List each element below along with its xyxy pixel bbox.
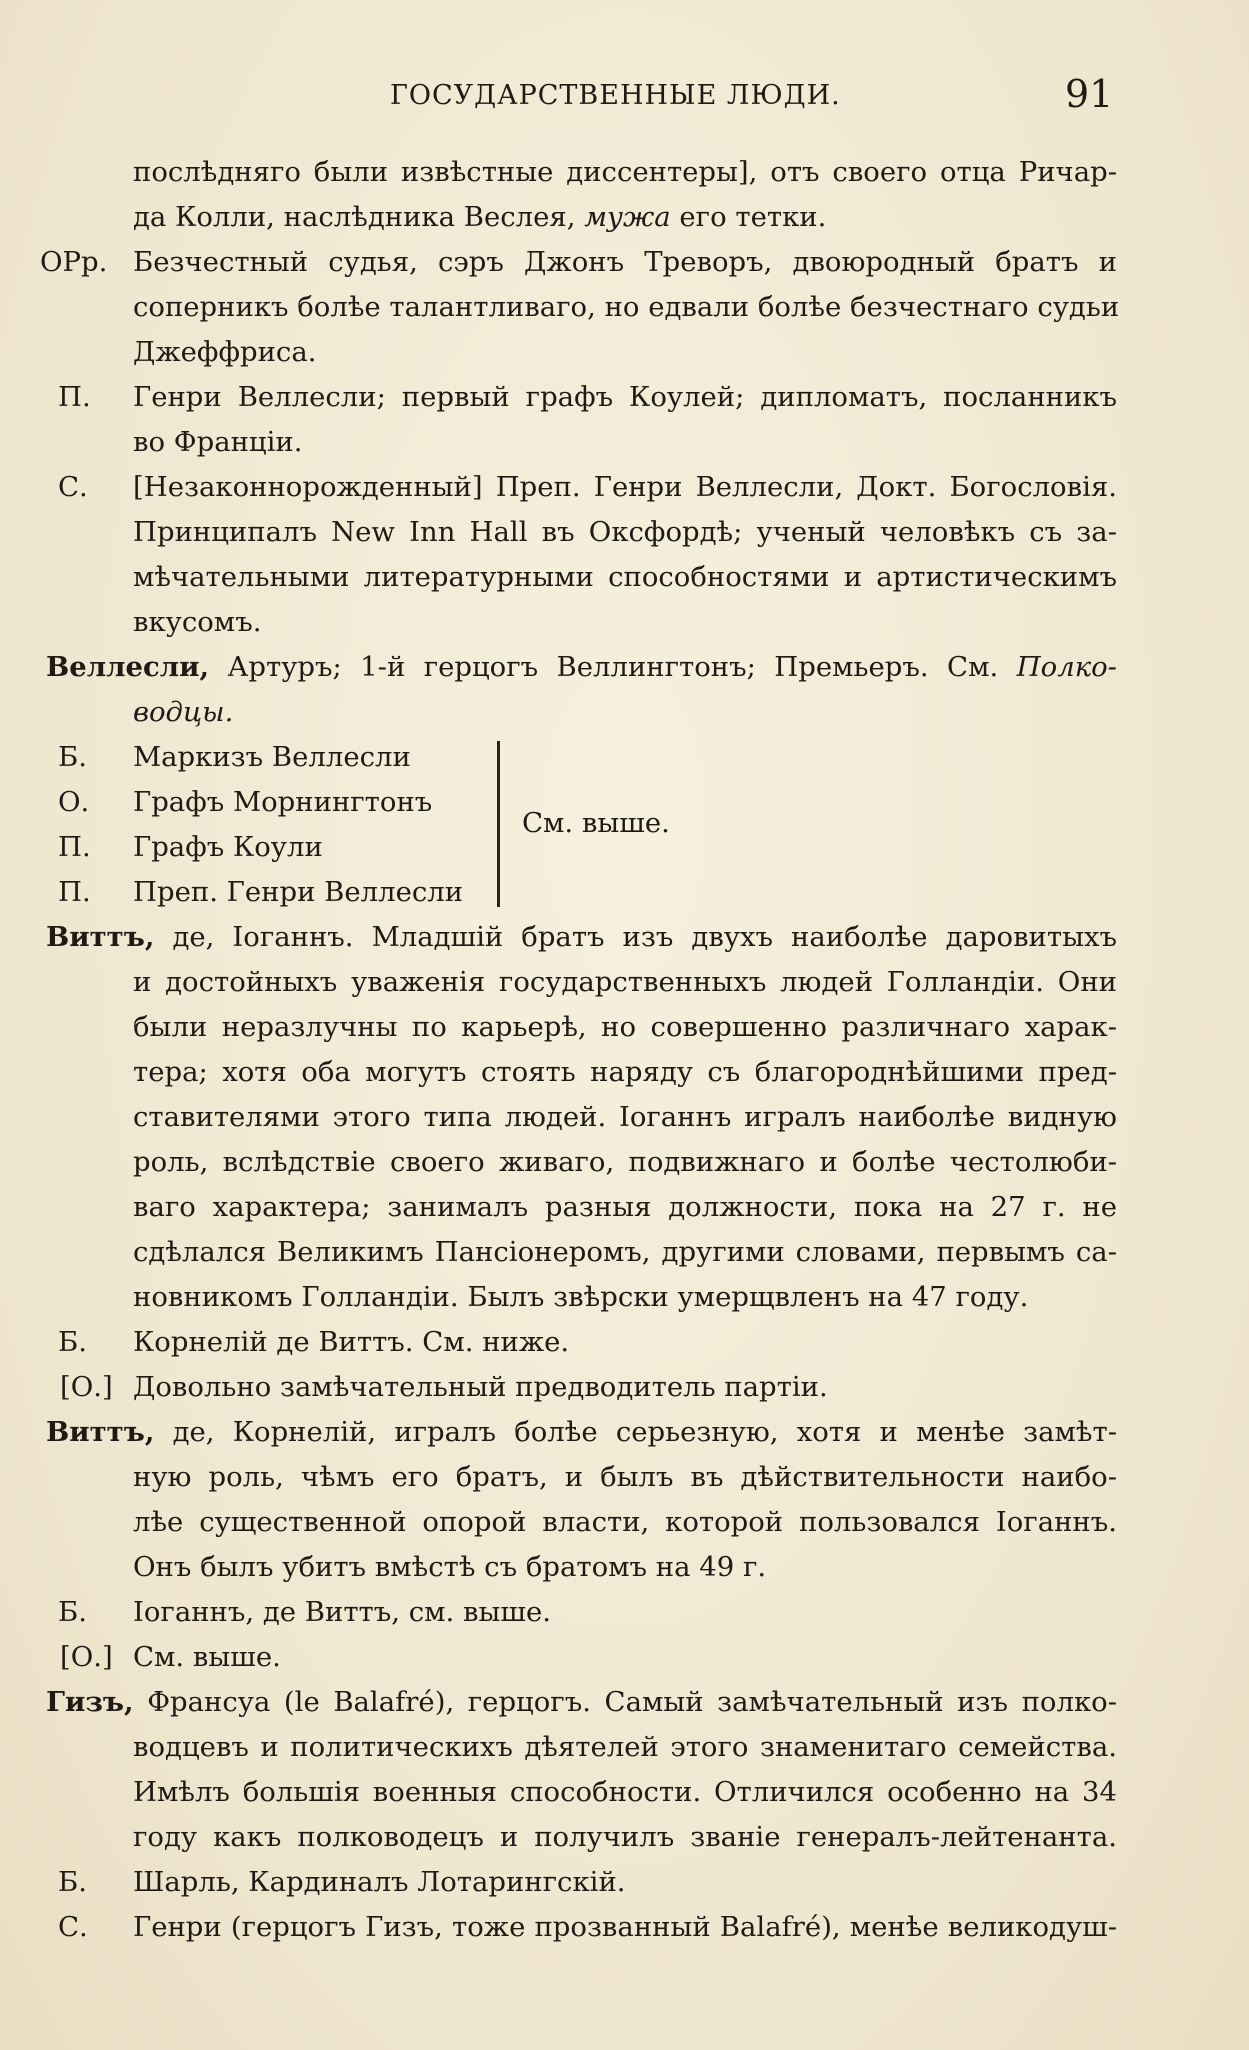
- text-line-content: новникомъ Голландіи. Былъ звѣрски умерщвленъ на 47 году.: [133, 1281, 1029, 1313]
- page-header: [0, 72, 1249, 122]
- relative-name: Графъ Коули: [133, 831, 323, 863]
- entry-witt: [0, 915, 1249, 960]
- group-note: См. выше.: [522, 807, 670, 839]
- text-line-content: послѣдняго были извѣстные диссентеры], отъ своего отца Ричар-: [133, 156, 1117, 188]
- italic-word: мужа: [584, 201, 671, 233]
- entry-tag: Б.: [58, 741, 87, 773]
- text-line: [0, 1185, 1249, 1230]
- cross-reference: Полко-: [1016, 651, 1117, 683]
- entry-tag: С.: [58, 471, 88, 503]
- entry-tag: П.: [58, 831, 91, 863]
- text-line-content: Джеффриса.: [133, 336, 317, 368]
- text-line-content: Генри (герцогъ Гизъ, тоже прозванный Balafré), менѣе великодуш-: [133, 1911, 1117, 1943]
- text-line-content: Довольно замѣчательный предводитель партіи.: [133, 1371, 828, 1403]
- text-fragment: де, Іоганнъ. Младшій братъ изъ двухъ наиболѣе даровитыхъ: [172, 921, 1117, 953]
- text-line-content: соперникъ болѣе талантливаго, но едвали болѣе безчестнаго судьи: [133, 291, 1120, 323]
- text-line-content: Онъ былъ убитъ вмѣстѣ съ братомъ на 49 г.: [133, 1551, 767, 1583]
- text-line: [0, 555, 1249, 600]
- entry-tag: П.: [58, 876, 91, 908]
- text-line: [0, 1230, 1249, 1275]
- text-fragment: Франсуа (le Balafré), герцогъ. Самый замѣчательный изъ полко-: [147, 1686, 1117, 1718]
- entry-heading: Гизъ,: [46, 1686, 134, 1718]
- text-line-content: были неразлучны по карьерѣ, но совершенно различнаго харак-: [133, 1011, 1117, 1043]
- text-line-content: [46, 915, 1117, 960]
- relative-name: Преп. Генри Веллесли: [133, 876, 464, 908]
- text-line: [0, 1770, 1249, 1815]
- text-fragment: его тетки.: [679, 201, 827, 233]
- text-line: [0, 1275, 1249, 1320]
- text-line: [0, 330, 1249, 375]
- relative-item: [0, 1905, 1249, 1950]
- entry-c: [0, 465, 1249, 510]
- text-line: [0, 195, 1249, 240]
- text-line-content: Іоганнъ, де Виттъ, см. выше.: [133, 1596, 551, 1628]
- running-head: ГОСУДАРСТВЕННЫЕ ЛЮДИ.: [390, 80, 841, 111]
- text-line-content: [46, 1680, 1117, 1725]
- text-line-content: роль, вслѣдствіе своего живаго, подвижнаго и болѣе честолюби-: [133, 1146, 1117, 1178]
- entry-tag: Б.: [58, 1326, 87, 1358]
- text-line: [0, 150, 1249, 195]
- entry-tag: О.: [58, 786, 90, 818]
- text-line-content: [133, 195, 1117, 240]
- text-line-content: во Франціи.: [133, 426, 303, 458]
- text-line-content: [Незаконнорожденный] Преп. Генри Веллесли, Докт. Богословія.: [133, 471, 1117, 503]
- relative-item: [0, 1590, 1249, 1635]
- text-line: [0, 690, 1249, 735]
- text-line-content: [46, 645, 1117, 690]
- page-number: 91: [1065, 72, 1114, 116]
- text-line-content: Шарль, Кардиналъ Лотарингскій.: [133, 1866, 626, 1898]
- text-line-content: ставителями этого типа людей. Іоганнъ игралъ наиболѣе видную: [133, 1101, 1117, 1133]
- relatives-group: [0, 735, 1249, 915]
- entry-tag: С.: [58, 1911, 88, 1943]
- text-line-content: ную роль, чѣмъ его братъ, и былъ въ дѣйствительности наибо-: [133, 1461, 1117, 1493]
- relative-item: [0, 870, 1249, 915]
- relative-name: Маркизъ Веллесли: [133, 741, 411, 773]
- text-line: [0, 960, 1249, 1005]
- relative-item: [0, 1320, 1249, 1365]
- relative-item: [0, 1365, 1249, 1410]
- entry-heading: Виттъ,: [46, 1416, 155, 1448]
- text-line-content: Имѣлъ большія военныя способности. Отличился особенно на 34: [133, 1776, 1117, 1808]
- text-line-content: лѣе существенной опорой власти, которой пользовался Іоганнъ.: [133, 1506, 1117, 1538]
- entry-guise: [0, 1680, 1249, 1725]
- entry-tag: Б.: [58, 1866, 87, 1898]
- text-line: [0, 1725, 1249, 1770]
- text-line: [0, 420, 1249, 465]
- text-line-content: [46, 1410, 1117, 1455]
- text-line-content: водцевъ и политическихъ дѣятелей этого знаменитаго семейства.: [133, 1731, 1117, 1763]
- text-line-content: Корнелій де Виттъ. См. ниже.: [133, 1326, 570, 1358]
- text-line: [0, 1050, 1249, 1095]
- text-line-content: См. выше.: [133, 1641, 281, 1673]
- relative-name: Графъ Морнингтонъ: [133, 786, 433, 818]
- text-line: [0, 1005, 1249, 1050]
- entry-wellesley: [0, 645, 1249, 690]
- text-line: [0, 1140, 1249, 1185]
- entry-tag: [О.]: [60, 1641, 113, 1673]
- text-line-content: вкусомъ.: [133, 606, 262, 638]
- relative-item: [0, 1635, 1249, 1680]
- text-fragment: да Колли, наслѣдника Веслея,: [133, 201, 576, 233]
- text-line: [0, 1095, 1249, 1140]
- text-line-content: году какъ полководецъ и получилъ званіе генералъ-лейтенанта.: [133, 1821, 1117, 1853]
- text-fragment: Артуръ; 1-й герцогъ Веллингтонъ; Премьеръ. См.: [227, 651, 999, 683]
- entry-heading: Веллесли,: [46, 651, 210, 683]
- entry-tag: [О.]: [60, 1371, 113, 1403]
- entry-witt-cornelius: [0, 1410, 1249, 1455]
- text-line-content: мѣчательными литературными способностями и артистическимъ: [133, 561, 1117, 593]
- text-line: [0, 510, 1249, 555]
- text-line-content: Принципалъ New Inn Hall въ Оксфордѣ; ученый человѣкъ съ за-: [133, 516, 1117, 548]
- entry-p: [0, 375, 1249, 420]
- text-line: [0, 1500, 1249, 1545]
- text-line: [0, 1455, 1249, 1500]
- relative-item: [0, 1860, 1249, 1905]
- text-line-content: сдѣлался Великимъ Пансіонеромъ, другими словами, первымъ са-: [133, 1236, 1117, 1268]
- entry-heading: Виттъ,: [46, 921, 155, 953]
- entry-tag: П.: [58, 381, 91, 413]
- entry-trevor: [0, 240, 1249, 285]
- text-line: [0, 1545, 1249, 1590]
- text-line-content: тера; хотя оба могутъ стоять наряду съ благороднѣйшими пред-: [133, 1056, 1117, 1088]
- text-fragment: де, Корнелій, игралъ болѣе серьезную, хотя и менѣе замѣт-: [172, 1416, 1117, 1448]
- page-body: [0, 150, 1249, 1950]
- text-line: [0, 1815, 1249, 1860]
- cross-reference: водцы.: [133, 696, 234, 728]
- text-line: [0, 600, 1249, 645]
- text-line-content: [133, 690, 1117, 735]
- text-line-content: ваго характера; занималъ разныя должности, пока на 27 г. не: [133, 1191, 1117, 1223]
- text-line-content: и достойныхъ уваженія государственныхъ людей Голландіи. Они: [133, 966, 1117, 998]
- text-line: [0, 285, 1249, 330]
- relative-item: [0, 735, 1249, 780]
- entry-tag: ОРр.: [40, 246, 108, 278]
- text-line-content: Генри Веллесли; первый графъ Коулей; дипломатъ, посланникъ: [133, 381, 1117, 413]
- entry-tag: Б.: [58, 1596, 87, 1628]
- text-line-content: Безчестный судья, сэръ Джонъ Треворъ, двоюродный братъ и: [133, 246, 1117, 278]
- brace-divider: [497, 741, 500, 907]
